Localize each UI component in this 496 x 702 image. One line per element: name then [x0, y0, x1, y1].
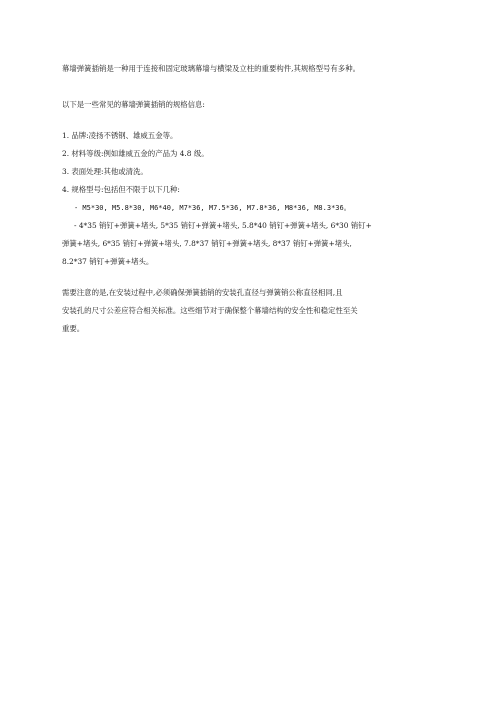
pin-list-line-3: 8.2*37 销钉+弹簧+堵头。 — [62, 257, 154, 266]
pin-list-line-1: - 4*35 销钉+弹簧+堵头, 5*35 销钉+弹簧+堵头, 5.8*40 销钉+弹簧+堵头, 6*30 销钉+ — [74, 221, 372, 230]
note-line-1: 需要注意的是,在安装过程中,必须确保弹簧插销的安装孔直径与弹簧销公称直径相同,且 — [62, 288, 343, 297]
document-body — [62, 60, 442, 338]
note-line-3: 重要。 — [62, 324, 85, 333]
pin-list-line-2: 弹簧+堵头, 6*35 销钉+弹簧+堵头, 7.8*37 销钉+弹簧+堵头, 8*37 销钉+弹簧+堵头, — [62, 239, 352, 248]
list-item-material-grade: 2. 材料等级:例如雄威五金的产品为 4.8 级。 — [62, 149, 209, 158]
list-item-brand: 1. 品牌:凌扬不锈钢、雄威五金等。 — [62, 131, 178, 140]
intro-paragraph: 幕墙弹簧插销是一种用于连接和固定玻璃幕墙与横梁及立柱的重要构件,其规格型号有多种。 — [62, 64, 360, 73]
list-item-specification: 4. 规格型号:包括但不限于以下几种: — [62, 185, 180, 194]
list-item-surface-treatment: 3. 表面处理:其他或清洗。 — [62, 167, 148, 176]
note-line-2: 安装孔的尺寸公差应符合相关标准。这些细节对于确保整个幕墙结构的安全性和稳定性至关 — [62, 306, 358, 315]
lead-paragraph: 以下是一些常见的幕墙弹簧插销的规格信息: — [62, 100, 205, 109]
model-list-line: - M5*30, M5.8*30, M6*40, M7*36, M7.5*36, M7.8*36, M8*36, M8.3*36。 — [74, 204, 351, 212]
